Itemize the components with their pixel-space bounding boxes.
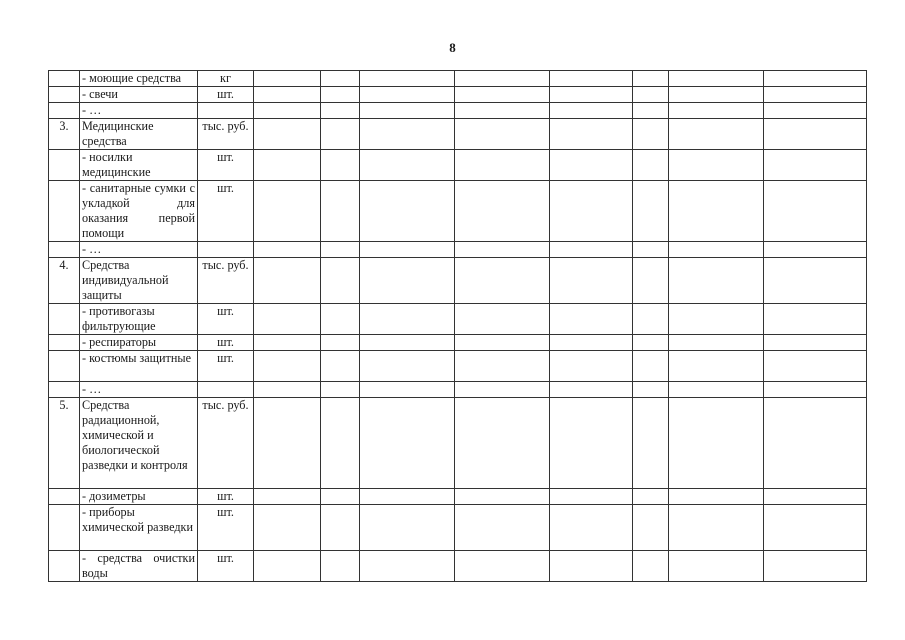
empty-value-cell bbox=[455, 382, 550, 398]
empty-value-cell bbox=[764, 335, 867, 351]
empty-value-cell bbox=[764, 119, 867, 150]
empty-value-cell bbox=[550, 505, 633, 551]
table-row bbox=[49, 103, 867, 119]
empty-value-cell bbox=[360, 119, 455, 150]
row-number-cell bbox=[49, 489, 80, 505]
empty-value-cell bbox=[764, 351, 867, 382]
empty-value-cell bbox=[254, 258, 321, 304]
empty-value-cell bbox=[550, 71, 633, 87]
empty-value-cell bbox=[669, 351, 764, 382]
row-number-cell: 5. bbox=[49, 398, 80, 489]
empty-value-cell bbox=[321, 351, 360, 382]
empty-value-cell bbox=[764, 382, 867, 398]
table-row bbox=[49, 242, 867, 258]
empty-value-cell bbox=[455, 351, 550, 382]
empty-value-cell bbox=[669, 242, 764, 258]
empty-value-cell bbox=[764, 87, 867, 103]
empty-value-cell bbox=[669, 181, 764, 242]
empty-value-cell bbox=[633, 304, 669, 335]
unit-cell: шт. bbox=[198, 335, 254, 351]
empty-value-cell bbox=[321, 335, 360, 351]
empty-value-cell bbox=[550, 119, 633, 150]
item-name-cell: Средства радиационной, химической и биологической разведки и контроля bbox=[80, 398, 198, 489]
empty-value-cell bbox=[764, 71, 867, 87]
empty-value-cell bbox=[321, 398, 360, 489]
empty-value-cell bbox=[455, 489, 550, 505]
empty-value-cell bbox=[669, 119, 764, 150]
item-name-cell: - противогазы фильтрующие bbox=[80, 304, 198, 335]
row-number-cell bbox=[49, 150, 80, 181]
row-number-cell: 4. bbox=[49, 258, 80, 304]
empty-value-cell bbox=[764, 242, 867, 258]
unit-cell: кг bbox=[198, 71, 254, 87]
row-number-cell bbox=[49, 71, 80, 87]
table-row bbox=[49, 119, 867, 150]
empty-value-cell bbox=[360, 258, 455, 304]
empty-value-cell bbox=[669, 382, 764, 398]
unit-cell: шт. bbox=[198, 489, 254, 505]
unit-cell: шт. bbox=[198, 551, 254, 582]
empty-value-cell bbox=[360, 181, 455, 242]
empty-value-cell bbox=[455, 181, 550, 242]
empty-value-cell bbox=[550, 242, 633, 258]
empty-value-cell bbox=[669, 150, 764, 181]
empty-value-cell bbox=[360, 304, 455, 335]
table-row bbox=[49, 71, 867, 87]
empty-value-cell bbox=[669, 258, 764, 304]
empty-value-cell bbox=[455, 103, 550, 119]
empty-value-cell bbox=[633, 258, 669, 304]
item-name-cell: Средства индивидуальной защиты bbox=[80, 258, 198, 304]
empty-value-cell bbox=[455, 398, 550, 489]
empty-value-cell bbox=[550, 103, 633, 119]
unit-cell bbox=[198, 382, 254, 398]
table-row bbox=[49, 382, 867, 398]
item-name-cell: - дозиметры bbox=[80, 489, 198, 505]
empty-value-cell bbox=[455, 119, 550, 150]
empty-value-cell bbox=[254, 150, 321, 181]
page-number: 8 bbox=[449, 40, 456, 55]
row-number-cell bbox=[49, 505, 80, 551]
empty-value-cell bbox=[360, 242, 455, 258]
empty-value-cell bbox=[764, 181, 867, 242]
empty-value-cell bbox=[321, 551, 360, 582]
empty-value-cell bbox=[360, 335, 455, 351]
item-name-cell: - … bbox=[80, 242, 198, 258]
empty-value-cell bbox=[321, 181, 360, 242]
item-name-cell: - приборы химической разведки bbox=[80, 505, 198, 551]
empty-value-cell bbox=[669, 335, 764, 351]
empty-value-cell bbox=[254, 304, 321, 335]
empty-value-cell bbox=[360, 87, 455, 103]
empty-value-cell bbox=[633, 335, 669, 351]
empty-value-cell bbox=[254, 551, 321, 582]
table-row bbox=[49, 489, 867, 505]
empty-value-cell bbox=[633, 181, 669, 242]
unit-cell: шт. bbox=[198, 181, 254, 242]
empty-value-cell bbox=[321, 505, 360, 551]
unit-cell: шт. bbox=[198, 505, 254, 551]
empty-value-cell bbox=[550, 351, 633, 382]
empty-value-cell bbox=[360, 551, 455, 582]
empty-value-cell bbox=[550, 335, 633, 351]
table-row bbox=[49, 150, 867, 181]
empty-value-cell bbox=[360, 71, 455, 87]
table-row bbox=[49, 181, 867, 242]
empty-value-cell bbox=[321, 87, 360, 103]
empty-value-cell bbox=[455, 71, 550, 87]
empty-value-cell bbox=[321, 242, 360, 258]
unit-cell: шт. bbox=[198, 150, 254, 181]
unit-cell: тыс. руб. bbox=[198, 398, 254, 489]
empty-value-cell bbox=[254, 335, 321, 351]
empty-value-cell bbox=[764, 398, 867, 489]
empty-value-cell bbox=[455, 242, 550, 258]
item-name-cell: - санитарные сумки с укладкой для оказания первой помощи bbox=[80, 181, 198, 242]
row-number-cell bbox=[49, 351, 80, 382]
empty-value-cell bbox=[360, 382, 455, 398]
empty-value-cell bbox=[764, 150, 867, 181]
empty-value-cell bbox=[455, 87, 550, 103]
empty-value-cell bbox=[360, 489, 455, 505]
empty-value-cell bbox=[669, 398, 764, 489]
table-row bbox=[49, 304, 867, 335]
empty-value-cell bbox=[254, 119, 321, 150]
unit-cell: тыс. руб. bbox=[198, 119, 254, 150]
empty-value-cell bbox=[254, 103, 321, 119]
empty-value-cell bbox=[360, 505, 455, 551]
empty-value-cell bbox=[321, 489, 360, 505]
empty-value-cell bbox=[455, 150, 550, 181]
empty-value-cell bbox=[669, 505, 764, 551]
row-number-cell bbox=[49, 181, 80, 242]
empty-value-cell bbox=[764, 304, 867, 335]
row-number-cell bbox=[49, 335, 80, 351]
unit-cell: шт. bbox=[198, 351, 254, 382]
empty-value-cell bbox=[764, 489, 867, 505]
empty-value-cell bbox=[669, 87, 764, 103]
empty-value-cell bbox=[321, 258, 360, 304]
empty-value-cell bbox=[254, 71, 321, 87]
table-row bbox=[49, 398, 867, 489]
row-number-cell bbox=[49, 87, 80, 103]
item-name-cell: - костюмы защитные bbox=[80, 351, 198, 382]
item-name-cell: - носилки медицинские bbox=[80, 150, 198, 181]
row-number-cell bbox=[49, 242, 80, 258]
empty-value-cell bbox=[669, 551, 764, 582]
empty-value-cell bbox=[321, 119, 360, 150]
empty-value-cell bbox=[550, 87, 633, 103]
empty-value-cell bbox=[633, 103, 669, 119]
item-name-cell: - средства очистки воды bbox=[80, 551, 198, 582]
table-row bbox=[49, 351, 867, 382]
empty-value-cell bbox=[633, 382, 669, 398]
empty-value-cell bbox=[254, 398, 321, 489]
empty-value-cell bbox=[455, 551, 550, 582]
empty-value-cell bbox=[764, 505, 867, 551]
table-row bbox=[49, 505, 867, 551]
empty-value-cell bbox=[633, 489, 669, 505]
empty-value-cell bbox=[254, 505, 321, 551]
empty-value-cell bbox=[764, 103, 867, 119]
row-number-cell bbox=[49, 382, 80, 398]
empty-value-cell bbox=[550, 489, 633, 505]
empty-value-cell bbox=[550, 398, 633, 489]
empty-value-cell bbox=[321, 71, 360, 87]
row-number-cell bbox=[49, 103, 80, 119]
empty-value-cell bbox=[633, 351, 669, 382]
table-row bbox=[49, 258, 867, 304]
empty-value-cell bbox=[764, 551, 867, 582]
unit-cell: шт. bbox=[198, 304, 254, 335]
empty-value-cell bbox=[550, 382, 633, 398]
empty-value-cell bbox=[321, 382, 360, 398]
unit-cell: тыс. руб. bbox=[198, 258, 254, 304]
empty-value-cell bbox=[550, 551, 633, 582]
empty-value-cell bbox=[360, 351, 455, 382]
row-number-cell: 3. bbox=[49, 119, 80, 150]
empty-value-cell bbox=[550, 258, 633, 304]
empty-value-cell bbox=[254, 87, 321, 103]
row-number-cell bbox=[49, 304, 80, 335]
empty-value-cell bbox=[254, 382, 321, 398]
empty-value-cell bbox=[633, 119, 669, 150]
item-name-cell: - … bbox=[80, 103, 198, 119]
empty-value-cell bbox=[633, 150, 669, 181]
empty-value-cell bbox=[254, 181, 321, 242]
empty-value-cell bbox=[633, 398, 669, 489]
item-name-cell: - моющие средства bbox=[80, 71, 198, 87]
empty-value-cell bbox=[669, 103, 764, 119]
empty-value-cell bbox=[321, 150, 360, 181]
item-name-cell: - … bbox=[80, 382, 198, 398]
table-row bbox=[49, 551, 867, 582]
empty-value-cell bbox=[254, 242, 321, 258]
empty-value-cell bbox=[455, 258, 550, 304]
empty-value-cell bbox=[360, 150, 455, 181]
empty-value-cell bbox=[633, 505, 669, 551]
empty-value-cell bbox=[669, 304, 764, 335]
empty-value-cell bbox=[254, 489, 321, 505]
table-row bbox=[49, 335, 867, 351]
item-name-cell: Медицинские средства bbox=[80, 119, 198, 150]
empty-value-cell bbox=[669, 71, 764, 87]
empty-value-cell bbox=[669, 489, 764, 505]
empty-value-cell bbox=[455, 335, 550, 351]
empty-value-cell bbox=[254, 351, 321, 382]
empty-value-cell bbox=[360, 398, 455, 489]
item-name-cell: - респираторы bbox=[80, 335, 198, 351]
empty-value-cell bbox=[633, 87, 669, 103]
empty-value-cell bbox=[633, 242, 669, 258]
resources-table bbox=[48, 70, 867, 582]
empty-value-cell bbox=[455, 304, 550, 335]
table-row bbox=[49, 87, 867, 103]
row-number-cell bbox=[49, 551, 80, 582]
empty-value-cell bbox=[321, 304, 360, 335]
empty-value-cell bbox=[764, 258, 867, 304]
item-name-cell: - свечи bbox=[80, 87, 198, 103]
empty-value-cell bbox=[550, 150, 633, 181]
unit-cell: шт. bbox=[198, 87, 254, 103]
empty-value-cell bbox=[360, 103, 455, 119]
empty-value-cell bbox=[455, 505, 550, 551]
empty-value-cell bbox=[550, 181, 633, 242]
empty-value-cell bbox=[550, 304, 633, 335]
empty-value-cell bbox=[633, 551, 669, 582]
empty-value-cell bbox=[321, 103, 360, 119]
unit-cell bbox=[198, 103, 254, 119]
empty-value-cell bbox=[633, 71, 669, 87]
unit-cell bbox=[198, 242, 254, 258]
